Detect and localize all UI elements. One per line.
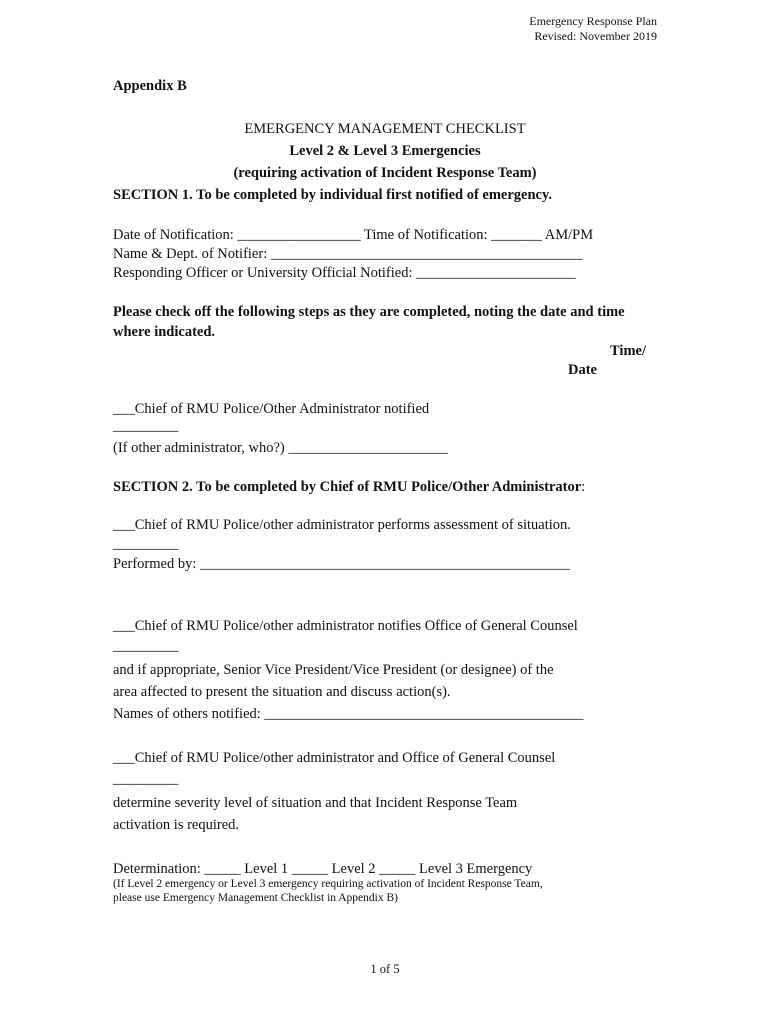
step-determine-severity: ___Chief of RMU Police/other administrator and Office of General Counsel	[113, 750, 556, 766]
instructions-line-2: where indicated.	[113, 324, 216, 340]
step-assessment: ___Chief of RMU Police/other administrator performs assessment of situation.	[113, 517, 571, 533]
determination-line: Determination: _____ Level 1 _____ Level 2 _____ Level 3 Emergency	[113, 861, 533, 877]
step-notify-counsel-line-2: and if appropriate, Senior Vice President/Vice President (or designee) of the	[113, 662, 554, 678]
determination-note-1: (If Level 2 emergency or Level 3 emergency requiring activation of Incident Response Team,	[113, 878, 543, 890]
notifier-name-line: Name & Dept. of Notifier: ___________________________________________	[113, 246, 583, 262]
header-revised-date: Revised: November 2019	[534, 29, 657, 43]
step-assessment-time-blank: _________	[113, 536, 179, 552]
page-number: 1 of 5	[370, 962, 400, 976]
other-administrator-line: (If other administrator, who?) ______________________	[113, 440, 448, 456]
date-column-label: Date	[568, 362, 597, 378]
section2-heading-text: SECTION 2. To be completed by Chief of RMU Police/Other Administrator	[113, 479, 582, 495]
determination-note-2: please use Emergency Management Checklist in Appendix B)	[113, 892, 398, 904]
step-determine-severity-line-2: determine severity level of situation and that Incident Response Team	[113, 795, 518, 811]
instructions-line-1: Please check off the following steps as they are completed, noting the date and time	[113, 304, 625, 320]
step-notify-counsel-time-blank: _________	[113, 638, 179, 654]
responding-officer-line: Responding Officer or University Official Notified: ______________________	[113, 265, 576, 281]
section2-heading	[113, 479, 585, 496]
time-column-label: Time/	[610, 343, 646, 359]
performed-by-line: Performed by: ___________________________________________________	[113, 556, 570, 572]
checklist-subtitle-note: (requiring activation of Incident Response Team)	[233, 165, 537, 181]
step-determine-severity-line-3: activation is required.	[113, 817, 240, 833]
step-chief-notified: ___Chief of RMU Police/Other Administrator notified	[113, 401, 430, 417]
appendix-label: Appendix B	[113, 78, 187, 94]
checklist-subtitle: Level 2 & Level 3 Emergencies	[289, 143, 481, 159]
header-plan-title: Emergency Response Plan	[529, 14, 657, 28]
step-notify-counsel: ___Chief of RMU Police/other administrator notifies Office of General Counsel	[113, 618, 578, 634]
step-notify-counsel-line-3: area affected to present the situation and discuss action(s).	[113, 684, 451, 700]
checklist-title: EMERGENCY MANAGEMENT CHECKLIST	[244, 121, 526, 137]
step-chief-notified-time-blank: _________	[113, 418, 179, 434]
step-determine-severity-time-blank: _________	[113, 771, 179, 787]
section1-heading: SECTION 1. To be completed by individual first notified of emergency.	[113, 187, 553, 203]
date-of-notification-line: Date of Notification: _________________ Time of Notification: _______ AM/PM	[113, 227, 594, 243]
others-notified-line: Names of others notified: ____________________________________________	[113, 706, 584, 722]
section2-heading-colon: :	[581, 479, 586, 495]
